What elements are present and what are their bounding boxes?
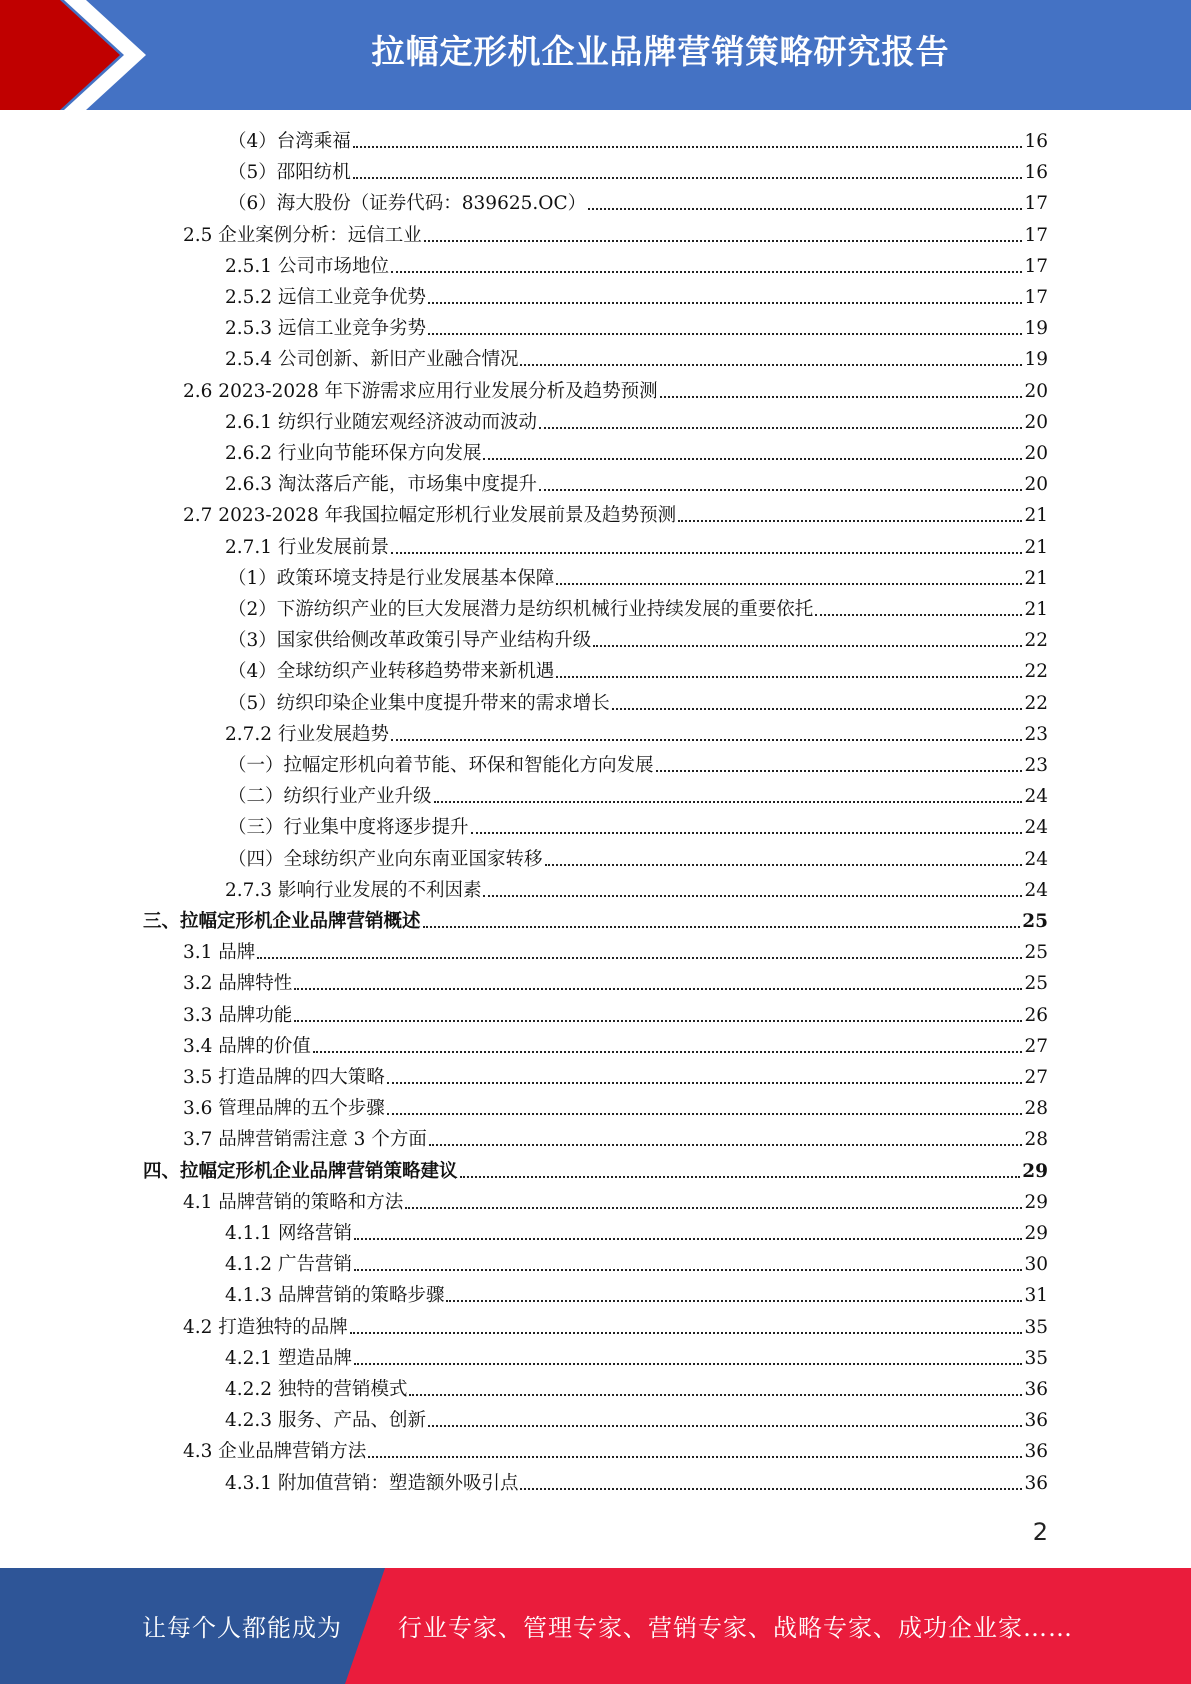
toc-entry[interactable] (225, 346, 1048, 374)
toc-leader-dots (471, 832, 1023, 834)
toc-leader-dots (350, 1332, 1023, 1334)
toc-entry-page: 24 (1024, 817, 1048, 839)
toc-entry-label: 2.7.1 行业发展前景 (225, 536, 389, 558)
footer-slogan-right: 行业专家、管理专家、营销专家、战略专家、成功企业家…… (398, 1614, 1073, 1642)
toc-entry-label: 4.1.3 品牌营销的策略步骤 (225, 1285, 445, 1307)
toc-leader-dots (423, 926, 1021, 928)
toc-entry[interactable] (225, 1251, 1048, 1279)
toc-entry-page: 25 (1024, 942, 1048, 964)
toc-entry-label: 3.7 品牌营销需注意 3 个方面 (183, 1129, 427, 1151)
toc-leader-dots (353, 177, 1023, 179)
toc-entry-label: 2.5.4 公司创新、新旧产业融合情况 (225, 349, 519, 371)
toc-entry-label: （1）政策环境支持是行业发展基本保障 (228, 567, 555, 589)
toc-entry-page: 21 (1024, 599, 1048, 620)
toc-entry[interactable] (228, 814, 1048, 842)
toc-entry-page: 24 (1024, 879, 1048, 901)
toc-leader-dots (387, 1113, 1023, 1115)
toc-leader-dots (428, 302, 1022, 304)
toc-entry[interactable] (228, 627, 1048, 655)
toc-entry[interactable] (183, 1126, 1048, 1154)
toc-entry-label: （3）国家供给侧改革政策引导产业结构升级 (228, 630, 592, 652)
toc-entry-label: 2.6.1 纺织行业随宏观经济波动而波动 (225, 411, 537, 433)
toc-leader-dots (446, 1300, 1022, 1302)
toc-leader-dots (353, 146, 1023, 148)
toc-entry-page: 21 (1024, 505, 1048, 527)
toc-entry[interactable] (225, 1282, 1048, 1310)
toc-entry[interactable] (225, 1376, 1048, 1404)
toc-entry-label: （6）海大股份（证券代码：839625.OC） (228, 193, 587, 215)
toc-entry-label: 4.1.2 广告营销 (225, 1254, 352, 1276)
toc-entry[interactable] (228, 846, 1048, 874)
page-number: 2 (1032, 1518, 1048, 1546)
toc-leader-dots (460, 1176, 1021, 1178)
toc-entry-page: 29 (1024, 1191, 1048, 1213)
toc-entry-page: 17 (1024, 224, 1048, 246)
toc-entry-label: 2.6.3 淘汰落后产能，市场集中度提升 (225, 474, 537, 496)
toc-entry-label: 三、拉幅定形机企业品牌营销概述 (143, 911, 421, 932)
toc-entry-label: 4.3 企业品牌营销方法 (183, 1441, 367, 1463)
toc-entry[interactable] (225, 1220, 1048, 1248)
toc-entry[interactable] (228, 190, 1048, 218)
toc-entry-page: 25 (1024, 973, 1048, 995)
toc-leader-dots (391, 271, 1022, 273)
toc-leader-dots (257, 957, 1022, 959)
toc-leader-dots (588, 208, 1022, 210)
toc-entry-label: （2）下游纺织产业的巨大发展潜力是纺织机械行业持续发展的重要依托 (228, 599, 814, 620)
toc-entry-label: 2.5.2 远信工业竞争优势 (225, 287, 426, 308)
toc-entry[interactable] (225, 721, 1048, 749)
toc-leader-dots (391, 552, 1022, 554)
toc-entry-page: 21 (1024, 536, 1048, 558)
toc-entry-label: 3.3 品牌功能 (183, 1004, 293, 1026)
toc-leader-dots (434, 801, 1023, 803)
toc-leader-dots (354, 1269, 1023, 1271)
toc-entry-page: 36 (1024, 1472, 1048, 1494)
toc-entry[interactable] (228, 565, 1048, 593)
toc-entry-label: 四、拉幅定形机企业品牌营销策略建议 (143, 1160, 458, 1182)
toc-entry-page: 17 (1024, 255, 1048, 277)
toc-leader-dots (483, 458, 1022, 460)
toc-leader-dots (815, 614, 1022, 616)
toc-entry[interactable] (228, 128, 1048, 156)
toc-entry[interactable] (143, 908, 1048, 936)
toc-entry[interactable] (225, 1407, 1048, 1435)
toc-entry-page: 20 (1024, 474, 1048, 496)
toc-entry[interactable] (225, 1470, 1048, 1498)
toc-entry[interactable] (183, 1189, 1048, 1217)
toc-leader-dots (429, 1144, 1023, 1146)
toc-entry[interactable] (225, 409, 1048, 437)
toc-leader-dots (545, 864, 1023, 866)
toc-leader-dots (354, 1238, 1023, 1240)
toc-leader-dots (391, 739, 1022, 741)
toc-entry[interactable] (183, 1033, 1048, 1061)
toc-entry-page: 20 (1024, 443, 1048, 464)
toc-leader-dots (593, 645, 1022, 647)
toc-leader-dots (483, 895, 1022, 897)
toc-entry-page: 27 (1024, 1067, 1048, 1088)
toc-entry-page: 20 (1024, 380, 1048, 402)
toc-leader-dots (405, 1207, 1022, 1209)
toc-entry[interactable] (183, 1002, 1048, 1030)
toc-leader-dots (368, 1456, 1022, 1458)
toc-entry-label: 4.2.3 服务、产品、创新 (225, 1410, 426, 1432)
toc-entry-page: 36 (1024, 1441, 1048, 1463)
toc-entry-label: 2.7.3 影响行业发展的不利因素 (225, 879, 482, 901)
page-header (0, 0, 1191, 110)
toc-entry-label: 2.5 企业案例分析：远信工业 (183, 224, 422, 246)
toc-leader-dots (387, 1082, 1023, 1084)
toc-leader-dots (520, 1488, 1022, 1490)
toc-entry[interactable] (183, 502, 1048, 530)
toc-entry-page: 27 (1024, 1035, 1048, 1057)
toc-entry[interactable] (225, 253, 1048, 281)
toc-entry[interactable] (183, 1438, 1048, 1466)
toc-entry-label: 4.2.1 塑造品牌 (225, 1347, 352, 1369)
toc-entry-label: 4.2 打造独特的品牌 (183, 1316, 348, 1338)
toc-entry-label: 2.7.2 行业发展趋势 (225, 723, 389, 745)
toc-entry-page: 25 (1022, 911, 1048, 932)
toc-entry-label: 3.5 打造品牌的四大策略 (183, 1067, 385, 1088)
toc-entry-label: （四）全球纺织产业向东南亚国家转移 (228, 848, 543, 870)
toc-entry-label: 2.7 2023-2028 年我国拉幅定形机行业发展前景及趋势预测 (183, 505, 677, 527)
page-footer (0, 1568, 1191, 1684)
toc-leader-dots (612, 708, 1023, 710)
toc-entry[interactable] (225, 471, 1048, 499)
toc-leader-dots (428, 333, 1022, 335)
toc-entry[interactable] (183, 1314, 1048, 1342)
toc-entry-page: 36 (1024, 1410, 1048, 1432)
toc-leader-dots (656, 770, 1023, 772)
toc-entry-label: 2.5.1 公司市场地位 (225, 255, 389, 277)
toc-leader-dots (354, 1363, 1023, 1365)
toc-entry-page: 17 (1024, 287, 1048, 308)
toc-leader-dots (678, 520, 1022, 522)
toc-leader-dots (556, 676, 1022, 678)
toc-entry-page: 30 (1024, 1254, 1048, 1276)
toc-entry-page: 23 (1024, 723, 1048, 745)
toc-entry[interactable] (228, 752, 1048, 780)
toc-entry-page: 22 (1024, 692, 1048, 714)
toc-entry-page: 24 (1024, 786, 1048, 808)
toc-entry-label: 4.3.1 附加值营销：塑造额外吸引点 (225, 1472, 519, 1494)
toc-entry-page: 21 (1024, 567, 1048, 589)
toc-entry[interactable] (225, 534, 1048, 562)
toc-entry-page: 23 (1024, 755, 1048, 776)
toc-entry[interactable] (228, 596, 1048, 624)
toc-entry-page: 22 (1024, 661, 1048, 683)
toc-entry-label: 2.5.3 远信工业竞争劣势 (225, 318, 426, 340)
toc-entry-label: （一）拉幅定形机向着节能、环保和智能化方向发展 (228, 755, 654, 776)
toc-leader-dots (520, 364, 1022, 366)
toc-entry-page: 26 (1024, 1004, 1048, 1026)
toc-entry-label: （三）行业集中度将逐步提升 (228, 817, 469, 839)
toc-entry-label: 3.6 管理品牌的五个步骤 (183, 1098, 385, 1120)
toc-leader-dots (660, 396, 1023, 398)
toc-entry-label: 2.6.2 行业向节能环保方向发展 (225, 443, 482, 464)
toc-entry[interactable] (183, 970, 1048, 998)
toc-entry[interactable] (225, 315, 1048, 343)
toc-entry-page: 31 (1024, 1285, 1048, 1307)
toc-entry-page: 19 (1024, 318, 1048, 340)
toc-leader-dots (409, 1394, 1022, 1396)
toc-entry[interactable] (225, 877, 1048, 905)
toc-entry-label: 4.1 品牌营销的策略和方法 (183, 1191, 404, 1213)
toc-entry-page: 16 (1024, 131, 1048, 152)
toc-entry-label: 3.1 品牌 (183, 942, 256, 964)
toc-entry-page: 28 (1024, 1098, 1048, 1120)
footer-slogan-left: 让每个人都能成为 (142, 1614, 342, 1642)
toc-entry-label: （4）全球纺织产业转移趋势带来新机遇 (228, 661, 555, 683)
toc-entry[interactable] (183, 1095, 1048, 1123)
toc-entry[interactable] (228, 690, 1048, 718)
toc-entry[interactable] (228, 658, 1048, 686)
toc-entry[interactable] (183, 939, 1048, 967)
toc-entry[interactable] (228, 783, 1048, 811)
toc-entry-label: 4.2.2 独特的营销模式 (225, 1379, 408, 1400)
toc-entry-label: （5）纺织印染企业集中度提升带来的需求增长 (228, 692, 610, 714)
toc-entry[interactable] (225, 1345, 1048, 1373)
toc-leader-dots (556, 583, 1022, 585)
toc-entry-label: 2.6 2023-2028 年下游需求应用行业发展分析及趋势预测 (183, 380, 658, 402)
toc-entry-page: 29 (1024, 1223, 1048, 1244)
toc-entry[interactable] (225, 440, 1048, 468)
toc-entry-page: 17 (1024, 193, 1048, 215)
toc-entry-page: 19 (1024, 349, 1048, 371)
toc-entry-page: 22 (1024, 630, 1048, 652)
toc-entry[interactable] (228, 159, 1048, 187)
toc-entry-page: 36 (1024, 1379, 1048, 1400)
toc-entry[interactable] (183, 378, 1048, 406)
toc-leader-dots (294, 988, 1022, 990)
toc-leader-dots (294, 1020, 1022, 1022)
toc-entry-label: （5）邵阳纺机 (228, 162, 351, 184)
toc-entry-page: 35 (1024, 1316, 1048, 1338)
toc-entry-label: 3.4 品牌的价值 (183, 1035, 311, 1057)
toc-leader-dots (428, 1425, 1022, 1427)
toc-entry[interactable] (143, 1158, 1048, 1186)
toc-entry-page: 35 (1024, 1347, 1048, 1369)
toc-entry-page: 20 (1024, 411, 1048, 433)
toc-leader-dots (313, 1051, 1023, 1053)
toc-entry-label: （4）台湾乘福 (228, 131, 351, 152)
toc-entry-label: （二）纺织行业产业升级 (228, 786, 432, 808)
toc-entry[interactable] (225, 284, 1048, 312)
toc-entry-page: 16 (1024, 162, 1048, 184)
toc-leader-dots (539, 427, 1022, 429)
toc-leader-dots (539, 489, 1022, 491)
toc-entry-page: 29 (1022, 1160, 1048, 1182)
toc-leader-dots (424, 240, 1023, 242)
toc-entry[interactable] (183, 1064, 1048, 1092)
report-title: 拉幅定形机企业品牌营销策略研究报告 (371, 32, 950, 71)
toc-entry-page: 28 (1024, 1129, 1048, 1151)
toc-entry[interactable] (183, 222, 1048, 250)
toc-entry-label: 4.1.1 网络营销 (225, 1223, 352, 1244)
toc-entry-label: 3.2 品牌特性 (183, 973, 293, 995)
toc-entry-page: 24 (1024, 848, 1048, 870)
